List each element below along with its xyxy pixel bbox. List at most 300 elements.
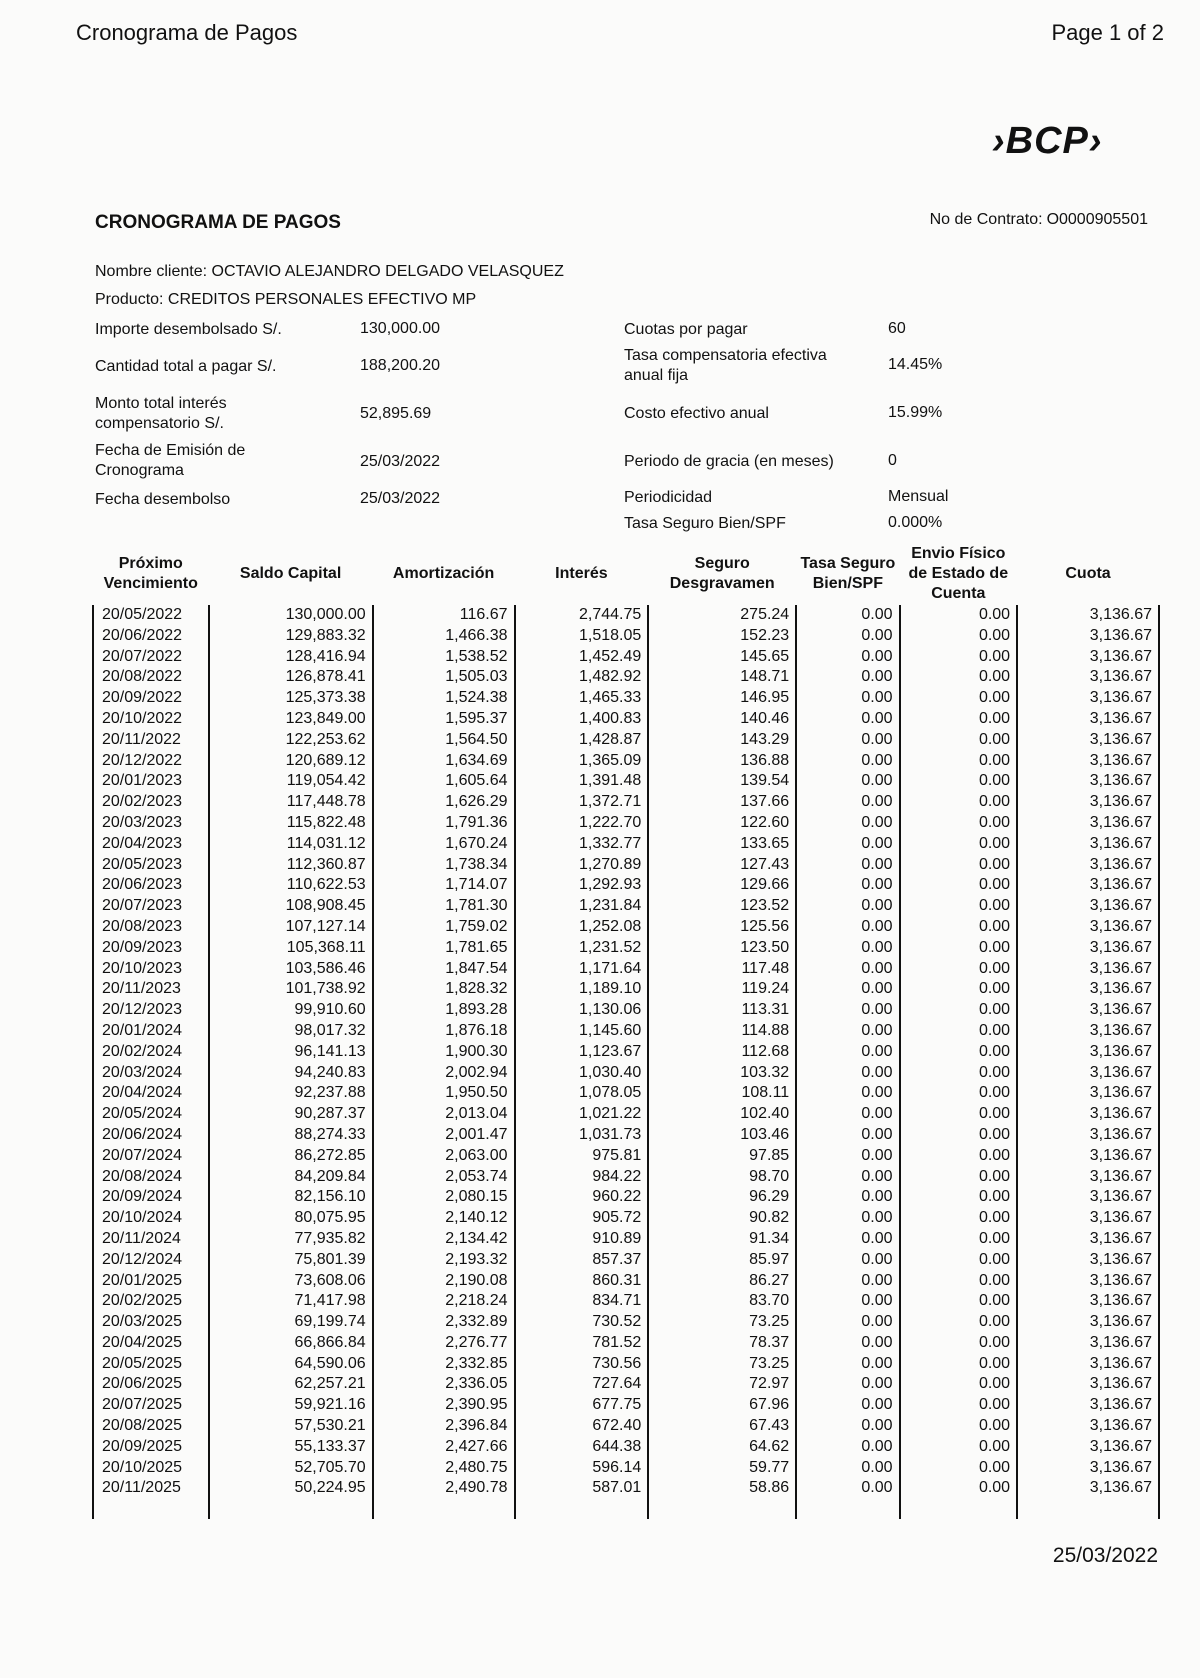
table-cell: 86.27 — [648, 1271, 796, 1292]
table-cell: 984.22 — [515, 1167, 649, 1188]
table-cell: 20/04/2025 — [93, 1333, 209, 1354]
table-row — [93, 1374, 1159, 1395]
periodicidad-value: Mensual — [888, 488, 949, 505]
table-cell: 140.46 — [648, 709, 796, 730]
table-cell: 0.00 — [900, 1478, 1018, 1499]
table-cell: 3,136.67 — [1017, 1374, 1159, 1395]
table-cell: 125,373.38 — [209, 688, 373, 709]
table-cell: 3,136.67 — [1017, 834, 1159, 855]
table-row — [93, 1416, 1159, 1437]
table-cell: 20/11/2025 — [93, 1478, 209, 1499]
fecha-emision-label: Fecha de Emisión de Cronograma — [95, 442, 246, 479]
table-cell: 137.66 — [648, 792, 796, 813]
table-cell: 123,849.00 — [209, 709, 373, 730]
table-cell: 148.71 — [648, 667, 796, 688]
table-row — [93, 1000, 1159, 1021]
table-cell: 145.65 — [648, 647, 796, 668]
table-cell: 73,608.06 — [209, 1271, 373, 1292]
table-cell: 110,622.53 — [209, 875, 373, 896]
table-cell: 136.88 — [648, 751, 796, 772]
table-cell: 96,141.13 — [209, 1042, 373, 1063]
table-cell: 1,847.54 — [373, 959, 515, 980]
table-row — [93, 938, 1159, 959]
table-row — [93, 1437, 1159, 1458]
table-row — [93, 1063, 1159, 1084]
table-cell: 1,391.48 — [515, 771, 649, 792]
table-cell: 20/08/2022 — [93, 667, 209, 688]
table-cell: 90.82 — [648, 1208, 796, 1229]
table-cell: 0.00 — [796, 667, 899, 688]
table-cell: 275.24 — [648, 605, 796, 626]
fecha-emision-value: 25/03/2022 — [360, 453, 441, 470]
table-cell: 3,136.67 — [1017, 1271, 1159, 1292]
table-cell: 1,252.08 — [515, 917, 649, 938]
table-cell: 0.00 — [796, 1271, 899, 1292]
table-cell: 1,759.02 — [373, 917, 515, 938]
table-cell: 834.71 — [515, 1291, 649, 1312]
table-cell: 0.00 — [900, 959, 1018, 980]
table-cell: 3,136.67 — [1017, 1354, 1159, 1375]
table-cell: 83.70 — [648, 1291, 796, 1312]
table-cell: 20/07/2022 — [93, 647, 209, 668]
empty-cell — [1017, 1499, 1159, 1519]
table-cell: 960.22 — [515, 1187, 649, 1208]
table-cell: 115,822.48 — [209, 813, 373, 834]
table-cell: 88,274.33 — [209, 1125, 373, 1146]
table-cell: 0.00 — [796, 834, 899, 855]
table-cell: 0.00 — [796, 875, 899, 896]
table-cell: 2,396.84 — [373, 1416, 515, 1437]
table-cell: 1,292.93 — [515, 875, 649, 896]
empty-cell — [515, 1499, 649, 1519]
column-header: Seguro Desgravamen — [669, 555, 775, 592]
table-cell: 0.00 — [900, 688, 1018, 709]
table-cell: 20/11/2022 — [93, 730, 209, 751]
table-cell: 0.00 — [900, 1063, 1018, 1084]
table-cell: 62,257.21 — [209, 1374, 373, 1395]
table-cell: 0.00 — [796, 751, 899, 772]
table-cell: 3,136.67 — [1017, 1021, 1159, 1042]
table-cell: 3,136.67 — [1017, 688, 1159, 709]
table-row — [93, 1229, 1159, 1250]
table-cell: 3,136.67 — [1017, 1291, 1159, 1312]
table-cell: 0.00 — [900, 1333, 1018, 1354]
table-row — [93, 1187, 1159, 1208]
table-row — [93, 1271, 1159, 1292]
table-cell: 2,134.42 — [373, 1229, 515, 1250]
table-cell: 20/10/2024 — [93, 1208, 209, 1229]
table-cell: 20/07/2023 — [93, 896, 209, 917]
table-cell: 75,801.39 — [209, 1250, 373, 1271]
table-row — [93, 605, 1159, 626]
table-cell: 1,231.84 — [515, 896, 649, 917]
table-cell: 126,878.41 — [209, 667, 373, 688]
table-cell: 0.00 — [900, 605, 1018, 626]
table-cell: 0.00 — [900, 1167, 1018, 1188]
table-cell: 2,190.08 — [373, 1271, 515, 1292]
table-cell: 0.00 — [796, 626, 899, 647]
table-cell: 91.34 — [648, 1229, 796, 1250]
table-cell: 20/06/2025 — [93, 1374, 209, 1395]
client-name: Nombre cliente: OCTAVIO ALEJANDRO DELGADO VELASQUEZ — [95, 263, 564, 280]
table-cell: 0.00 — [900, 834, 1018, 855]
table-cell: 73.25 — [648, 1354, 796, 1375]
table-cell: 108,908.45 — [209, 896, 373, 917]
table-cell: 0.00 — [900, 730, 1018, 751]
table-cell: 0.00 — [900, 896, 1018, 917]
table-cell: 80,075.95 — [209, 1208, 373, 1229]
table-cell: 2,001.47 — [373, 1125, 515, 1146]
table-cell: 0.00 — [900, 751, 1018, 772]
page-header-title: Cronograma de Pagos — [76, 20, 298, 45]
contract-label: No de Contrato: — [929, 211, 1043, 228]
table-cell: 123.52 — [648, 896, 796, 917]
table-cell: 108.11 — [648, 1083, 796, 1104]
table-cell: 0.00 — [796, 1000, 899, 1021]
table-cell: 129,883.32 — [209, 626, 373, 647]
table-row — [93, 1478, 1159, 1499]
table-cell: 1,031.73 — [515, 1125, 649, 1146]
table-cell: 20/01/2025 — [93, 1271, 209, 1292]
table-cell: 0.00 — [796, 1063, 899, 1084]
table-cell: 116.67 — [373, 605, 515, 626]
table-cell: 0.00 — [796, 938, 899, 959]
table-cell: 1,950.50 — [373, 1083, 515, 1104]
table-cell: 129.66 — [648, 875, 796, 896]
table-cell: 1,781.30 — [373, 896, 515, 917]
table-cell: 112.68 — [648, 1042, 796, 1063]
fecha-desembolso-label: Fecha desembolso — [95, 491, 231, 508]
table-cell: 1,595.37 — [373, 709, 515, 730]
table-cell: 3,136.67 — [1017, 626, 1159, 647]
table-cell: 20/01/2023 — [93, 771, 209, 792]
table-cell: 59.77 — [648, 1458, 796, 1479]
table-row — [93, 1042, 1159, 1063]
table-cell: 20/03/2024 — [93, 1063, 209, 1084]
table-header-row — [93, 543, 1159, 605]
table-cell: 0.00 — [900, 1187, 1018, 1208]
table-cell: 1,781.65 — [373, 938, 515, 959]
table-cell: 0.00 — [796, 1167, 899, 1188]
table-row — [93, 896, 1159, 917]
table-cell: 1,466.38 — [373, 626, 515, 647]
table-cell: 0.00 — [900, 1000, 1018, 1021]
table-cell: 1,564.50 — [373, 730, 515, 751]
table-cell: 0.00 — [796, 605, 899, 626]
table-cell: 20/03/2025 — [93, 1312, 209, 1333]
table-cell: 20/12/2022 — [93, 751, 209, 772]
monto-label: Monto total interés compensatorio S/. — [95, 395, 227, 432]
product-name: Producto: CREDITOS PERSONALES EFECTIVO MP — [95, 291, 477, 308]
table-cell: 781.52 — [515, 1333, 649, 1354]
table-cell: 102.40 — [648, 1104, 796, 1125]
table-cell: 1,714.07 — [373, 875, 515, 896]
table-row — [93, 1333, 1159, 1354]
table-cell: 0.00 — [900, 1416, 1018, 1437]
table-cell: 2,218.24 — [373, 1291, 515, 1312]
table-cell: 0.00 — [900, 1083, 1018, 1104]
table-cell: 3,136.67 — [1017, 1146, 1159, 1167]
table-cell: 20/02/2025 — [93, 1291, 209, 1312]
table-cell: 0.00 — [796, 1042, 899, 1063]
table-cell: 2,053.74 — [373, 1167, 515, 1188]
table-cell: 3,136.67 — [1017, 605, 1159, 626]
contract-number — [926, 211, 1148, 229]
table-row — [93, 751, 1159, 772]
tasa-seguro-label: Tasa Seguro Bien/SPF — [624, 515, 786, 532]
table-cell: 0.00 — [900, 1021, 1018, 1042]
table-cell: 52,705.70 — [209, 1458, 373, 1479]
tasa-comp-value: 14.45% — [888, 356, 943, 373]
table-cell: 1,828.32 — [373, 979, 515, 1000]
table-cell: 727.64 — [515, 1374, 649, 1395]
table-row — [93, 771, 1159, 792]
table-cell: 57,530.21 — [209, 1416, 373, 1437]
footer-date: 25/03/2022 — [1052, 1544, 1158, 1567]
table-cell: 730.52 — [515, 1312, 649, 1333]
table-cell: 72.97 — [648, 1374, 796, 1395]
table-cell: 0.00 — [900, 667, 1018, 688]
table-cell: 123.50 — [648, 938, 796, 959]
table-cell: 2,336.05 — [373, 1374, 515, 1395]
table-cell: 905.72 — [515, 1208, 649, 1229]
monto-value: 52,895.69 — [360, 405, 432, 422]
table-cell: 3,136.67 — [1017, 1208, 1159, 1229]
table-cell: 20/05/2025 — [93, 1354, 209, 1375]
table-cell: 1,030.40 — [515, 1063, 649, 1084]
table-cell: 1,791.36 — [373, 813, 515, 834]
table-cell: 55,133.37 — [209, 1437, 373, 1458]
table-cell: 20/10/2022 — [93, 709, 209, 730]
table-cell: 20/02/2023 — [93, 792, 209, 813]
table-cell: 0.00 — [900, 813, 1018, 834]
bcp-logo: ›BCP› — [992, 120, 1103, 162]
table-cell: 0.00 — [900, 979, 1018, 1000]
table-cell: 85.97 — [648, 1250, 796, 1271]
table-cell: 3,136.67 — [1017, 896, 1159, 917]
table-cell: 3,136.67 — [1017, 813, 1159, 834]
table-cell: 3,136.67 — [1017, 1042, 1159, 1063]
empty-cell — [373, 1499, 515, 1519]
table-cell: 20/12/2024 — [93, 1250, 209, 1271]
table-cell: 644.38 — [515, 1437, 649, 1458]
table-cell: 20/03/2023 — [93, 813, 209, 834]
table-cell: 1,505.03 — [373, 667, 515, 688]
table-cell: 127.43 — [648, 855, 796, 876]
table-row — [93, 875, 1159, 896]
empty-cell — [796, 1499, 899, 1519]
document-title: CRONOGRAMA DE PAGOS — [95, 212, 341, 233]
column-header: Cuota — [1065, 565, 1111, 582]
table-cell: 2,744.75 — [515, 605, 649, 626]
table-cell: 0.00 — [900, 1104, 1018, 1125]
table-cell: 3,136.67 — [1017, 875, 1159, 896]
table-cell: 0.00 — [796, 1125, 899, 1146]
table-cell: 1,626.29 — [373, 792, 515, 813]
table-cell: 3,136.67 — [1017, 1063, 1159, 1084]
table-cell: 0.00 — [796, 1187, 899, 1208]
table-cell: 20/06/2022 — [93, 626, 209, 647]
costo-value: 15.99% — [888, 404, 943, 421]
table-cell: 0.00 — [796, 1250, 899, 1271]
table-cell: 0.00 — [796, 1229, 899, 1250]
table-cell: 0.00 — [796, 1291, 899, 1312]
table-cell: 3,136.67 — [1017, 1437, 1159, 1458]
table-row — [93, 1104, 1159, 1125]
table-cell: 152.23 — [648, 626, 796, 647]
table-cell: 59,921.16 — [209, 1395, 373, 1416]
table-cell: 1,021.22 — [515, 1104, 649, 1125]
table-cell: 2,390.95 — [373, 1395, 515, 1416]
table-cell: 1,482.92 — [515, 667, 649, 688]
table-cell: 0.00 — [796, 979, 899, 1000]
table-cell: 0.00 — [796, 647, 899, 668]
empty-cell — [93, 1499, 209, 1519]
table-row — [93, 813, 1159, 834]
table-cell: 0.00 — [796, 1208, 899, 1229]
table-cell: 0.00 — [796, 1478, 899, 1499]
table-cell: 1,400.83 — [515, 709, 649, 730]
table-cell: 2,080.15 — [373, 1187, 515, 1208]
table-cell: 20/11/2023 — [93, 979, 209, 1000]
gracia-label: Periodo de gracia (en meses) — [624, 453, 834, 470]
table-cell: 0.00 — [796, 1354, 899, 1375]
cantidad-label: Cantidad total a pagar S/. — [95, 358, 277, 375]
table-cell: 3,136.67 — [1017, 1312, 1159, 1333]
table-cell: 122,253.62 — [209, 730, 373, 751]
table-cell: 2,002.94 — [373, 1063, 515, 1084]
table-cell: 596.14 — [515, 1458, 649, 1479]
table-cell: 112,360.87 — [209, 855, 373, 876]
table-cell: 0.00 — [796, 813, 899, 834]
table-cell: 1,130.06 — [515, 1000, 649, 1021]
cuotas-value: 60 — [888, 320, 906, 337]
table-cell: 20/04/2023 — [93, 834, 209, 855]
table-cell: 20/09/2024 — [93, 1187, 209, 1208]
table-cell: 2,480.75 — [373, 1458, 515, 1479]
table-cell: 2,063.00 — [373, 1146, 515, 1167]
table-cell: 113.31 — [648, 1000, 796, 1021]
table-cell: 3,136.67 — [1017, 647, 1159, 668]
column-header: Amortización — [392, 565, 495, 582]
table-cell: 0.00 — [900, 1374, 1018, 1395]
table-cell: 0.00 — [796, 1146, 899, 1167]
table-cell: 3,136.67 — [1017, 1083, 1159, 1104]
table-cell: 0.00 — [900, 855, 1018, 876]
table-cell: 2,332.89 — [373, 1312, 515, 1333]
table-row — [93, 917, 1159, 938]
table-row — [93, 1395, 1159, 1416]
table-cell: 0.00 — [900, 1229, 1018, 1250]
table-cell: 119,054.42 — [209, 771, 373, 792]
table-cell: 3,136.67 — [1017, 1478, 1159, 1499]
table-row — [93, 647, 1159, 668]
table-cell: 99,910.60 — [209, 1000, 373, 1021]
table-row — [93, 1167, 1159, 1188]
empty-cell — [648, 1499, 796, 1519]
table-cell: 20/05/2023 — [93, 855, 209, 876]
table-cell: 143.29 — [648, 730, 796, 751]
table-cell: 1,270.89 — [515, 855, 649, 876]
table-cell: 0.00 — [900, 1146, 1018, 1167]
table-cell: 0.00 — [900, 792, 1018, 813]
table-cell: 73.25 — [648, 1312, 796, 1333]
table-cell: 3,136.67 — [1017, 959, 1159, 980]
table-row — [93, 1312, 1159, 1333]
table-cell: 103.46 — [648, 1125, 796, 1146]
table-cell: 0.00 — [796, 959, 899, 980]
table-cell: 1,518.05 — [515, 626, 649, 647]
table-row — [93, 1146, 1159, 1167]
table-cell: 0.00 — [900, 1271, 1018, 1292]
table-row — [93, 1458, 1159, 1479]
table-cell: 64.62 — [648, 1437, 796, 1458]
table-cell: 97.85 — [648, 1146, 796, 1167]
table-cell: 1,332.77 — [515, 834, 649, 855]
table-cell: 0.00 — [796, 688, 899, 709]
table-cell: 2,490.78 — [373, 1478, 515, 1499]
table-padding-row — [93, 1499, 1159, 1519]
table-cell: 20/10/2025 — [93, 1458, 209, 1479]
table-cell: 67.43 — [648, 1416, 796, 1437]
table-row — [93, 667, 1159, 688]
table-cell: 20/08/2025 — [93, 1416, 209, 1437]
importe-label: Importe desembolsado S/. — [95, 321, 282, 338]
table-row — [93, 1083, 1159, 1104]
column-header: Tasa Seguro Bien/SPF — [800, 555, 896, 592]
table-cell: 0.00 — [900, 1125, 1018, 1146]
table-cell: 71,417.98 — [209, 1291, 373, 1312]
table-cell: 3,136.67 — [1017, 855, 1159, 876]
table-cell: 20/10/2023 — [93, 959, 209, 980]
periodicidad-label: Periodicidad — [624, 489, 713, 506]
table-cell: 90,287.37 — [209, 1104, 373, 1125]
table-cell: 50,224.95 — [209, 1478, 373, 1499]
table-cell: 94,240.83 — [209, 1063, 373, 1084]
table-cell: 0.00 — [796, 1083, 899, 1104]
table-cell: 0.00 — [900, 1437, 1018, 1458]
table-row — [93, 1354, 1159, 1375]
column-header: Interés — [555, 565, 608, 582]
cuotas-label: Cuotas por pagar — [624, 321, 748, 338]
table-cell: 84,209.84 — [209, 1167, 373, 1188]
table-row — [93, 1291, 1159, 1312]
table-cell: 857.37 — [515, 1250, 649, 1271]
table-cell: 2,193.32 — [373, 1250, 515, 1271]
table-cell: 77,935.82 — [209, 1229, 373, 1250]
table-cell: 139.54 — [648, 771, 796, 792]
table-cell: 0.00 — [796, 1395, 899, 1416]
table-cell: 677.75 — [515, 1395, 649, 1416]
table-cell: 1,189.10 — [515, 979, 649, 1000]
table-cell: 1,738.34 — [373, 855, 515, 876]
table-cell: 0.00 — [796, 1437, 899, 1458]
table-cell: 96.29 — [648, 1187, 796, 1208]
payment-schedule-table — [92, 543, 1160, 1519]
table-cell: 133.65 — [648, 834, 796, 855]
table-cell: 587.01 — [515, 1478, 649, 1499]
table-cell: 0.00 — [796, 1312, 899, 1333]
table-cell: 3,136.67 — [1017, 771, 1159, 792]
table-cell: 3,136.67 — [1017, 1458, 1159, 1479]
table-cell: 67.96 — [648, 1395, 796, 1416]
table-cell: 3,136.67 — [1017, 1416, 1159, 1437]
contract-value: O0000905501 — [1046, 211, 1148, 228]
tasa-comp-label: Tasa compensatoria efectiva anual fija — [624, 347, 827, 384]
table-cell: 3,136.67 — [1017, 917, 1159, 938]
table-cell: 1,372.71 — [515, 792, 649, 813]
table-cell: 86,272.85 — [209, 1146, 373, 1167]
